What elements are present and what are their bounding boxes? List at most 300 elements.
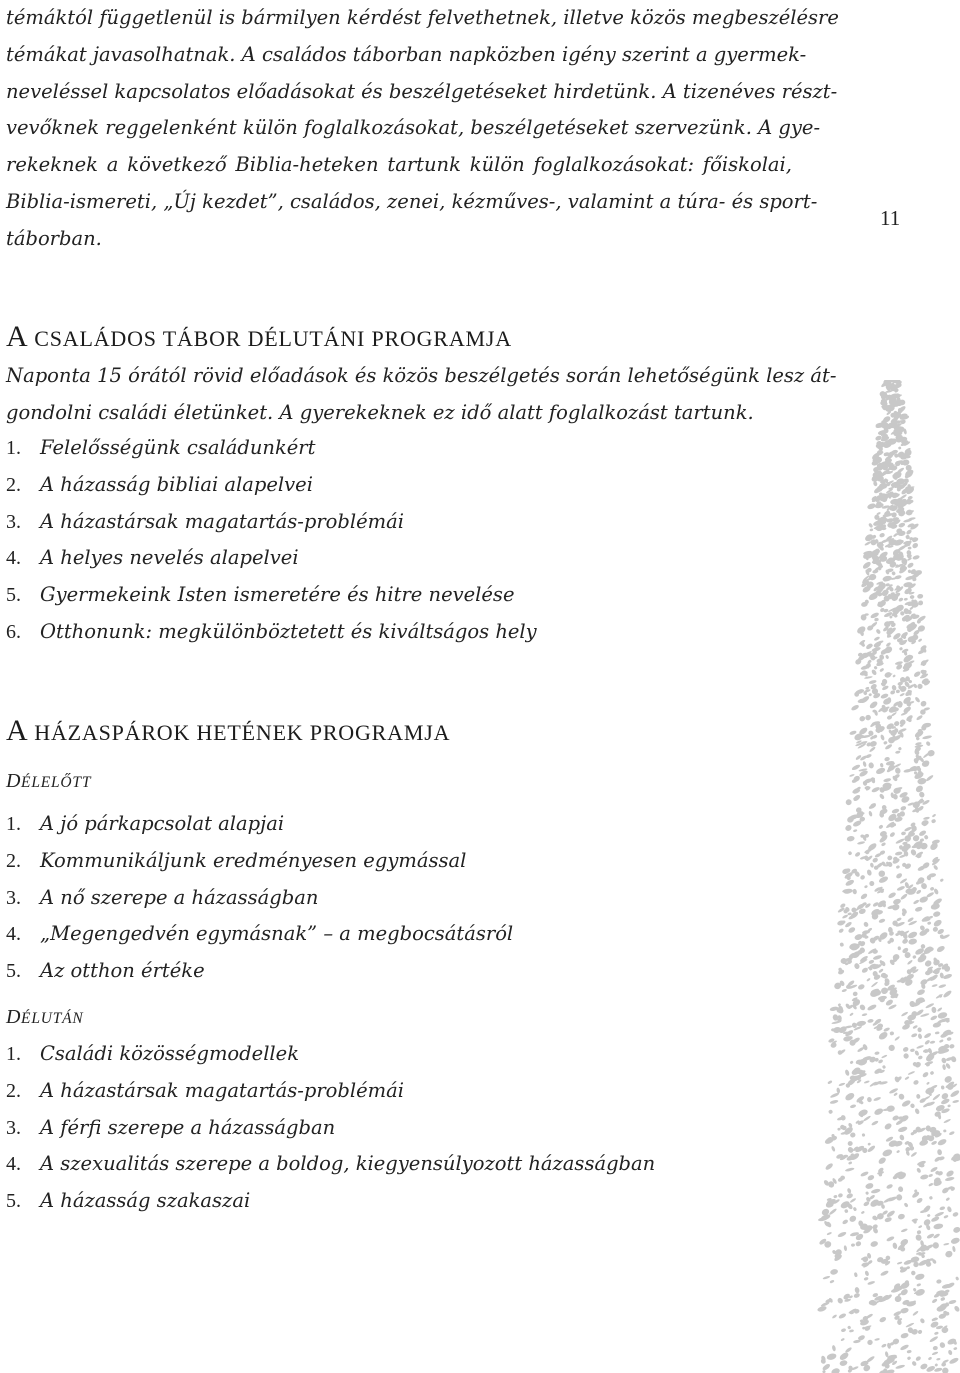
decor-speck [945, 1176, 955, 1181]
decor-speck [846, 1192, 854, 1199]
decor-speck [842, 914, 849, 919]
list-item: 4. A szexualitás szerepe a boldog, kiegyensúlyozott házasságban [6, 1152, 656, 1176]
decor-speck [949, 1043, 955, 1049]
decor-speck [868, 679, 876, 684]
decor-speck [908, 1071, 916, 1076]
decor-speck [925, 774, 934, 782]
decor-speck [868, 523, 873, 529]
decor-speck [854, 933, 863, 941]
decor-speck [832, 1345, 837, 1352]
decor-speck [875, 767, 886, 776]
paragraph-line: Naponta 15 órától rövid előadások és közös beszélgetés során lehetőségünk lesz át- [6, 364, 837, 387]
list-item: 2. A házasság bibliai alapelvei [6, 472, 313, 496]
decor-speck [870, 1240, 879, 1247]
decor-speck [911, 1270, 916, 1276]
decor-speck [934, 1367, 943, 1372]
decor-speck [931, 1351, 938, 1356]
decor-speck [877, 1031, 888, 1042]
decor-speck [917, 1055, 923, 1060]
decor-speck [889, 831, 896, 837]
decor-speck [859, 874, 865, 880]
decor-speck [883, 1027, 890, 1033]
decor-speck [937, 1149, 943, 1156]
decor-speck [845, 1346, 853, 1353]
decor-speck [878, 875, 889, 884]
decor-speck [917, 593, 924, 599]
list-item: 3. A nő szerepe a házasságban [6, 885, 319, 909]
decor-speck [932, 1093, 941, 1101]
decor-speck [914, 1273, 925, 1281]
decor-speck [940, 1296, 946, 1301]
decor-speck [931, 1006, 937, 1013]
decor-speck [869, 528, 873, 532]
decor-speck [860, 1171, 869, 1178]
decor-speck [829, 1279, 834, 1283]
decor-speck [895, 750, 901, 754]
decor-speck [864, 1080, 870, 1084]
decor-speck [857, 1046, 865, 1052]
decor-speck [822, 1275, 830, 1280]
decor-speck [898, 746, 902, 750]
decor-speck [950, 1237, 960, 1245]
decor-speck [902, 1046, 909, 1053]
decor-speck [859, 715, 867, 722]
decor-speck [933, 918, 943, 927]
decor-speck [884, 1216, 892, 1223]
decor-speck [916, 1094, 921, 1100]
decor-speck [841, 988, 847, 992]
decor-speck [911, 542, 919, 549]
list-item: 4. „Megengedvén egymásnak” – a megbocsátásról [6, 922, 514, 946]
decor-speck [831, 1367, 841, 1373]
decor-speck [893, 720, 900, 727]
decor-speck [936, 945, 946, 953]
decor-speck [894, 1295, 902, 1303]
decor-speck [917, 1329, 923, 1335]
decor-speck [899, 647, 903, 651]
decor-speck [934, 1363, 938, 1367]
decor-speck [917, 1027, 922, 1033]
decor-speck [891, 684, 897, 691]
decor-speck [882, 1065, 886, 1070]
decor-speck [857, 841, 865, 845]
decor-speck [944, 1250, 953, 1259]
decor-speck [910, 1103, 916, 1109]
decor-speck [930, 1015, 938, 1021]
list-item: 5. Az otthon értéke [6, 959, 205, 983]
decor-speck [866, 978, 871, 982]
decor-speck [831, 1020, 841, 1024]
decor-speck [853, 1207, 858, 1212]
decor-speck [939, 1341, 946, 1349]
decor-speck [933, 864, 939, 870]
decor-speck [867, 1174, 875, 1181]
decor-speck [849, 730, 857, 736]
list-item: 2. A házastársak magatartás-problémái [6, 1078, 405, 1102]
decor-speck [869, 700, 879, 710]
subheading-morning: DÉLELŐTT [6, 770, 92, 792]
decor-speck [849, 774, 855, 778]
decor-speck [915, 1355, 922, 1361]
decor-speck [927, 1214, 931, 1218]
decor-speck [912, 1310, 919, 1316]
decor-speck [952, 1246, 956, 1253]
decor-speck [861, 1211, 865, 1215]
decor-speck [885, 655, 889, 660]
decor-speck [868, 693, 872, 697]
decor-speck [904, 598, 908, 601]
decor-speck [849, 1012, 854, 1016]
decor-speck [889, 1031, 894, 1036]
decor-speck [869, 881, 875, 887]
list-item: 2. Kommunikáljunk eredményesen egymással [6, 848, 467, 872]
list-item: 3. A házastársak magatartás-problémái [6, 509, 405, 533]
decor-speck [848, 1214, 857, 1223]
decor-speck [942, 989, 952, 998]
decor-speck [939, 1039, 944, 1043]
decor-speck [873, 665, 877, 670]
decor-speck [939, 1206, 945, 1211]
decor-speck [867, 1144, 876, 1153]
decor-speck [863, 921, 869, 928]
decor-speck [884, 1122, 893, 1131]
decor-speck [879, 532, 885, 538]
decor-speck [845, 798, 853, 806]
decor-speck [914, 1050, 920, 1056]
decor-speck [893, 1092, 898, 1096]
decor-speck [897, 1186, 903, 1193]
decor-speck [931, 1298, 938, 1304]
morning-list [6, 806, 513, 990]
list-item: 1. Felelősségünk családunkért [6, 436, 316, 459]
decor-speck [827, 1080, 832, 1085]
decor-speck [897, 1126, 908, 1133]
decor-speck [863, 1277, 868, 1282]
decor-speck [877, 1156, 887, 1165]
decor-speck [872, 954, 882, 960]
decor-speck [942, 1064, 946, 1070]
decor-speck [824, 1162, 833, 1171]
decor-speck [930, 886, 935, 891]
decor-speck [847, 851, 852, 856]
decor-speck [922, 735, 932, 740]
decor-speck [883, 741, 888, 745]
list-item: 3. A férfi szerepe a házasságban [6, 1115, 336, 1139]
decor-speck [948, 1349, 953, 1355]
decor-speck [867, 1339, 874, 1346]
decor-speck [872, 857, 879, 864]
decor-speck [899, 693, 905, 697]
decor-speck [901, 1011, 909, 1017]
decor-speck [880, 1270, 889, 1277]
decor-speck [875, 862, 884, 869]
decor-speck [903, 1052, 910, 1059]
decor-speck [901, 1099, 912, 1108]
decor-speck [930, 902, 940, 910]
decor-speck [897, 1261, 903, 1265]
decor-speck [919, 1318, 925, 1325]
decor-speck [923, 816, 930, 820]
decor-speck [900, 1307, 909, 1314]
decor-speck [886, 722, 895, 730]
decor-speck [932, 911, 941, 918]
decor-speck [882, 1148, 894, 1157]
decor-speck [844, 1209, 849, 1214]
decor-speck [844, 921, 852, 928]
decor-speck [867, 1019, 874, 1024]
decor-speck [923, 1032, 931, 1039]
decor-speck [878, 918, 885, 924]
decor-speck [929, 1070, 934, 1075]
decor-speck [933, 1233, 941, 1239]
decor-speck [946, 1206, 952, 1213]
intro-line: rekeknek a következő Biblia-heteken tartunk külön foglalkozásokat: főiskolai, [6, 153, 792, 177]
decor-speck [919, 700, 927, 708]
decor-speck [863, 1115, 872, 1122]
decor-speck [934, 1331, 939, 1335]
decor-speck [870, 612, 880, 620]
decor-speck [911, 1360, 917, 1366]
decor-speck [927, 921, 932, 925]
decor-speck [941, 1085, 945, 1090]
decor-speck [892, 674, 896, 678]
decor-speck [929, 1335, 939, 1343]
decor-speck [852, 889, 857, 895]
decor-speck [938, 984, 946, 989]
decor-speck [830, 1042, 838, 1049]
decor-speck [883, 778, 891, 783]
decor-speck [945, 1197, 950, 1202]
decor-speck [878, 968, 884, 973]
decor-speck [826, 1353, 837, 1361]
decor-speck [907, 1356, 912, 1361]
decor-speck [843, 1245, 847, 1251]
decor-speck [932, 1242, 940, 1250]
decor-speck [913, 670, 921, 678]
decor-speck [871, 669, 878, 676]
decor-speck [852, 991, 858, 997]
decor-speck [838, 1082, 845, 1086]
decor-speck [907, 546, 911, 550]
decor-speck [880, 734, 885, 741]
list-item: 6. Otthonunk: megkülönböztetett és kiváltságos hely [6, 619, 537, 643]
decor-speck [924, 834, 929, 839]
decor-speck [916, 1197, 924, 1204]
decor-speck [928, 1356, 933, 1360]
decor-speck [898, 1093, 906, 1101]
decor-speck [949, 1089, 960, 1098]
intro-line: témákat javasolhatnak. A családos táborban napközben igény szerint a gyermek- [6, 42, 807, 66]
decor-speck [896, 917, 902, 922]
decor-speck [881, 1054, 887, 1058]
decor-speck [866, 869, 872, 876]
decor-speck [869, 746, 876, 753]
section-heading-couples-week: A HÁZASPÁROK HETÉNEK PROGRAMJA [6, 714, 451, 747]
decor-speck [900, 1332, 909, 1339]
decor-speck [930, 1216, 939, 1223]
decor-speck [918, 638, 923, 642]
decor-speck [873, 636, 880, 641]
decor-speck [908, 938, 918, 946]
decor-speck [924, 959, 933, 968]
decor-speck [845, 1167, 855, 1172]
decor-speck [887, 891, 896, 899]
decor-speck [916, 1283, 921, 1287]
decor-speck [905, 1322, 914, 1328]
decor-speck [948, 1357, 959, 1365]
decor-speck [897, 1213, 905, 1220]
decor-speck [847, 1140, 854, 1146]
decor-speck [952, 1226, 960, 1234]
decor-speck [953, 1305, 960, 1313]
decor-speck [820, 1301, 830, 1307]
decor-speck [901, 1228, 908, 1233]
decor-speck [841, 1328, 847, 1333]
decor-speck [875, 628, 881, 634]
decor-speck [879, 793, 886, 800]
decor-speck [868, 811, 873, 817]
decor-speck [868, 762, 874, 769]
decor-speck [850, 1104, 857, 1109]
decor-speck [840, 1338, 845, 1342]
decor-speck [830, 1092, 840, 1099]
decor-speck [873, 1107, 884, 1116]
intro-paragraph [6, 0, 839, 258]
decor-speck [920, 1174, 929, 1180]
decor-speck [861, 1013, 867, 1017]
decor-speck [911, 1033, 918, 1038]
decor-speck [853, 829, 858, 833]
decor-speck [832, 1314, 838, 1319]
decor-speck [857, 983, 865, 990]
intro-line: vevőknek reggelenként külön foglalkozásokat, beszélgetéseket szervezünk. A gye- [6, 116, 821, 140]
decor-speck [874, 1067, 883, 1074]
decor-speck [849, 1060, 853, 1064]
decor-speck [940, 878, 945, 882]
decor-speck [836, 1087, 840, 1093]
page-number: 11 [880, 206, 901, 230]
decor-speck [838, 928, 844, 934]
list-item: 1. A jó párkapcsolat alapjai [6, 812, 285, 835]
decor-speck [949, 1131, 956, 1136]
decor-speck [867, 1142, 871, 1146]
decor-speck [864, 1270, 869, 1276]
decor-speck [926, 1081, 930, 1085]
decor-speck [945, 1062, 951, 1069]
decor-speck [864, 885, 868, 889]
decor-speck [945, 1169, 955, 1178]
decor-speck [913, 1079, 920, 1085]
decor-speck [932, 813, 937, 817]
decor-speck [842, 1219, 849, 1225]
intro-line: témáktól függetlenül is bármilyen kérdést felvethetnek, illetve közös megbeszélésre [6, 6, 839, 29]
decor-speck [894, 767, 901, 774]
decor-speck [847, 1188, 852, 1194]
decor-speck [907, 959, 913, 965]
decor-speck [850, 704, 859, 712]
decor-speck [896, 689, 901, 693]
decor-speck [843, 888, 853, 894]
decor-speck [864, 541, 872, 547]
decor-speck [882, 1368, 888, 1373]
decor-speck [874, 1338, 880, 1341]
speckled-tree-decoration [810, 380, 960, 1373]
decor-speck [867, 1280, 875, 1285]
decor-speck [849, 1329, 854, 1333]
decor-speck [873, 1096, 881, 1101]
decor-speck [931, 818, 937, 823]
decor-speck [896, 865, 901, 869]
decor-speck [930, 1040, 936, 1044]
decor-speck [871, 786, 881, 793]
decor-speck [886, 1236, 895, 1243]
decor-speck [916, 1167, 922, 1173]
decor-speck [932, 1346, 938, 1351]
decor-speck [937, 1138, 948, 1147]
decor-speck [910, 1048, 915, 1052]
decor-speck [936, 1358, 941, 1361]
decor-speck [880, 987, 889, 995]
decor-speck [881, 842, 886, 847]
list-item: 1. Családi közösségmodellek [6, 1042, 300, 1065]
decor-speck [854, 1272, 858, 1277]
decor-speck [934, 1211, 944, 1218]
decor-speck [895, 851, 903, 856]
decor-speck [838, 1312, 847, 1319]
decor-speck [879, 667, 884, 672]
decor-speck [847, 1325, 852, 1330]
decor-speck [882, 575, 892, 582]
decor-speck [847, 926, 856, 934]
decor-speck [871, 1188, 881, 1194]
decor-speck [837, 1231, 847, 1238]
decor-speck [928, 1183, 933, 1187]
decor-speck [913, 899, 920, 905]
decor-speck [871, 981, 879, 988]
decor-speck [831, 1146, 836, 1153]
decor-speck [898, 522, 906, 528]
decor-speck [878, 824, 884, 829]
decor-speck [921, 819, 930, 826]
section1-paragraph [6, 358, 837, 432]
decor-speck [864, 714, 871, 721]
decor-speck [904, 1076, 909, 1080]
decor-speck [894, 1036, 900, 1042]
decor-speck [868, 959, 875, 965]
decor-speck [946, 1037, 951, 1042]
decor-speck [839, 1360, 848, 1367]
decor-speck [884, 756, 890, 762]
decor-speck [898, 446, 902, 450]
decor-speck [854, 851, 861, 857]
decor-speck [830, 1099, 839, 1104]
list-item: 5. A házasság szakaszai [6, 1189, 251, 1213]
section-heading-family-camp: A CSALÁDOS TÁBOR DÉLUTÁNI PROGRAMJA [6, 320, 512, 353]
decor-speck [900, 1344, 910, 1352]
decor-speck [909, 595, 914, 600]
decor-speck [878, 995, 888, 1001]
decor-speck [905, 529, 912, 536]
decor-speck [897, 946, 901, 950]
decor-speck [926, 1233, 935, 1240]
decor-speck [912, 1025, 918, 1030]
intro-line: táborban. [6, 226, 102, 250]
intro-line: neveléssel kapcsolatos előadásokat és beszélgetéseket hirdetünk. A tizenéves részt- [6, 79, 838, 103]
decor-speck [898, 597, 904, 602]
decor-speck [916, 988, 926, 996]
decor-speck [827, 1232, 833, 1236]
decor-speck [912, 955, 917, 959]
